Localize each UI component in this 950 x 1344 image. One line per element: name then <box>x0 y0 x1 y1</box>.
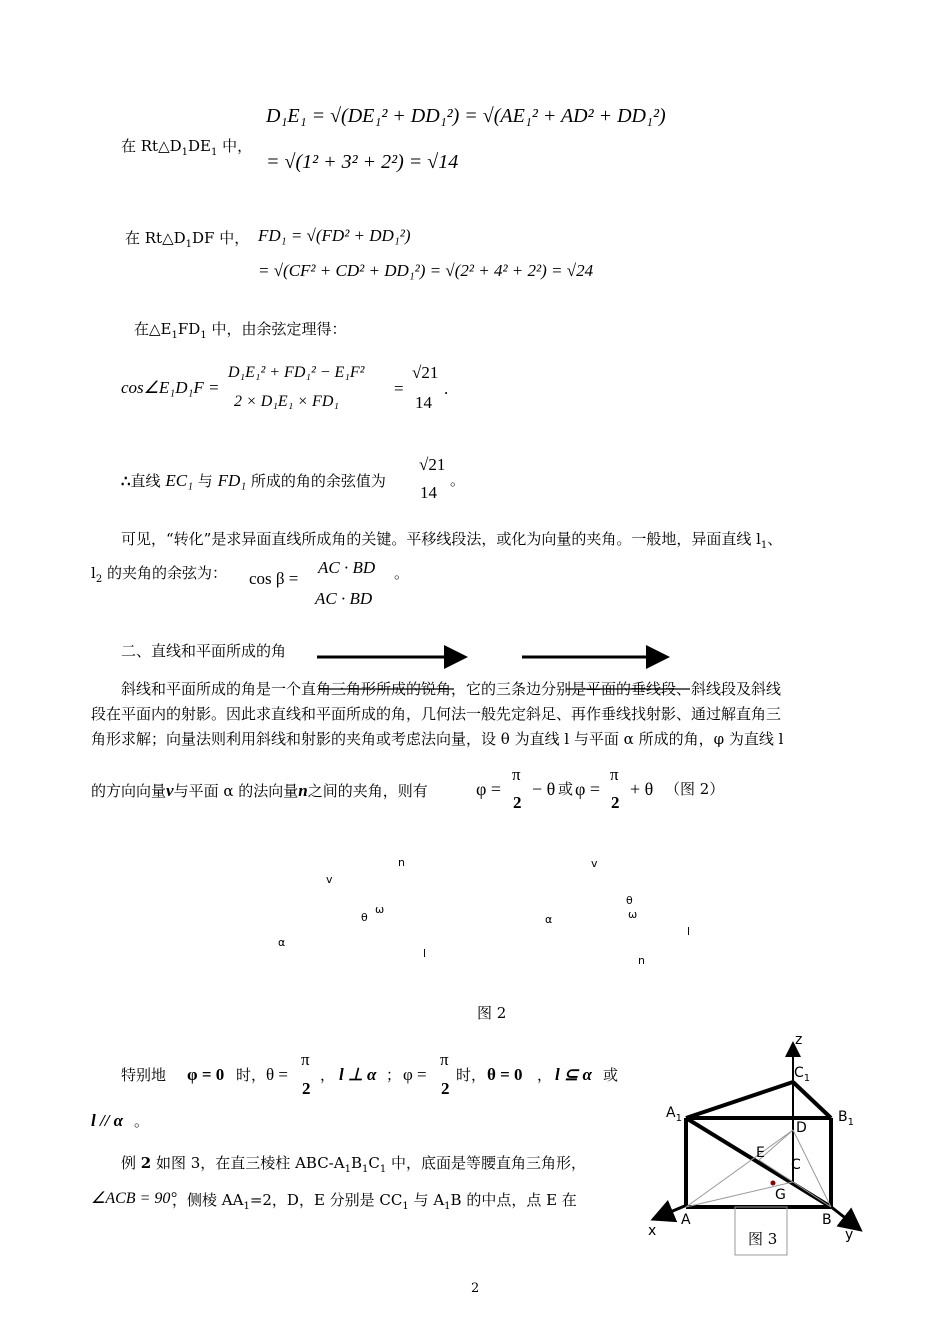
cosine-lhs: cos∠E₁D₁F = <box>121 378 220 397</box>
section2-heading: 二、直线和平面所成的角 <box>121 642 287 660</box>
vector-v: v <box>166 781 174 800</box>
y-axis <box>830 1206 858 1228</box>
cosine-period: . <box>444 379 449 398</box>
fig2-caption: 图 2 <box>477 1004 507 1022</box>
special-end: 。 <box>134 1112 150 1130</box>
fig2-label-v-left: v <box>326 873 333 886</box>
fig3-label-c: C <box>791 1157 801 1173</box>
cosine-numerator: D₁E₁² + FD₁² − E₁F² <box>228 364 365 381</box>
example-line1: 例 2 如图 3，在直三棱柱 ABC-$A_1B_1C_1$ 中，底面是等腰直角三角形， <box>121 1154 587 1175</box>
fig3-label-a1: $A_1$ <box>666 1105 682 1124</box>
special-when-1: 时， <box>236 1066 267 1084</box>
phi-eq-2: φ = <box>575 779 601 799</box>
cosine-equals: = <box>394 379 404 398</box>
vector-n: n <box>298 781 308 800</box>
cosine-result-denominator: 14 <box>415 393 432 412</box>
special-when-2: 时， <box>456 1066 487 1084</box>
fig3-label-d: D <box>796 1120 807 1136</box>
para1-line2: $l_2$ 的夹角的余弦为： <box>91 564 227 585</box>
example-line2: ，侧棱 $AA_1=2$，D，E 分别是 $CC_1$ 与 $A_1B$ 的中点，点 E 在 <box>172 1191 577 1212</box>
fig3-label-b: B <box>822 1212 832 1228</box>
fig3-label-e: E <box>756 1145 765 1161</box>
fig2-label-v-right: v <box>591 857 598 870</box>
special-parallel: l // α <box>91 1111 124 1130</box>
special-pi-1: π <box>301 1050 310 1069</box>
fig2-label-n-right: n <box>638 954 645 967</box>
example-angle: ∠ACB = 90° <box>91 1190 177 1207</box>
cosine-denominator: 2 × D₁E₁ × FD₁ <box>234 393 339 410</box>
para2-line2: 段在平面内的射影。因此求直线和平面所成的角，几何法一般先定斜足、再作垂线找射影、通过解直角三 <box>91 705 782 723</box>
special-phi-eq: φ = <box>403 1065 427 1084</box>
fig2-label-l-left: l <box>423 947 427 960</box>
phi-eq-1: φ = <box>476 779 502 799</box>
edge-a1-c1 <box>686 1082 793 1118</box>
conclusion-numerator: √21 <box>419 455 446 474</box>
rt2-label: 在 $Rt\triangle D_1DF$ 中， <box>125 229 250 250</box>
minus-theta: − θ <box>532 779 556 799</box>
special-subset: l ⊆ α <box>555 1065 592 1084</box>
cos-beta: cos β = <box>249 569 299 588</box>
fig2-label-n-left: n <box>398 856 405 869</box>
fig2-label-alpha-left: α <box>278 936 286 949</box>
two-2: 2 <box>611 793 620 812</box>
fig3-label-g: G <box>775 1187 786 1203</box>
cos-beta-numerator: AC · BD <box>318 558 376 577</box>
plus-theta: + θ <box>630 779 654 799</box>
special-two-1: 2 <box>302 1079 311 1098</box>
cos-beta-end: 。 <box>394 564 410 582</box>
fig2-label-omega-left: ω <box>375 903 385 916</box>
conclusion-denominator: 14 <box>420 483 437 502</box>
special-comma-1: ， <box>320 1066 336 1084</box>
fig3-label-c1: $C_1$ <box>794 1065 811 1084</box>
rt1-formula-line2: = √(1² + 3² + 2²) = √14 <box>266 151 459 173</box>
fig2-label-l-right: l <box>687 925 691 938</box>
rt2-formula-line1: FD₁ = √(FD² + DD₁²) <box>258 226 411 245</box>
para2-line1: 斜线和平面所成的角是一个直角三角形所成的锐角，它的三条边分别是平面的垂线段、斜线段及斜线 <box>121 680 782 698</box>
conclusion-line: ∴直线 EC₁ 与 FD₁ 所成的角的余弦值为 <box>121 471 386 490</box>
pi-1: π <box>512 765 521 784</box>
rt1-label: 在 $Rt\triangle D_1DE_1$ 中， <box>121 137 253 158</box>
fig3-caption: 图 3 <box>748 1230 778 1248</box>
special-semicolon: ； <box>386 1066 402 1084</box>
special-theta-zero: θ = 0 <box>487 1065 523 1084</box>
special-comma-2: ， <box>537 1066 553 1084</box>
fig3-label-b1: $B_1$ <box>838 1109 854 1128</box>
para2-line4: 的方向向量v与平面 α 的法向量n之间的夹角，则有 <box>91 781 428 800</box>
point-g <box>771 1181 776 1186</box>
page-number: 2 <box>471 1281 480 1296</box>
special-two-2: 2 <box>441 1079 450 1098</box>
pi-2: π <box>610 765 619 784</box>
special-phi-zero: φ = 0 <box>187 1065 225 1084</box>
rt2-formula-line2: = √(CF² + CD² + DD₁²) = √(2² + 4² + 2²) = √24 <box>258 261 594 280</box>
fig2-label-omega-right: ω <box>628 908 638 921</box>
fig3-label-x: x <box>648 1223 657 1239</box>
line-e-c <box>759 1160 793 1182</box>
special-theta-eq: θ = <box>266 1065 288 1084</box>
fig3-label-y: y <box>845 1227 854 1243</box>
fig3-label-a: A <box>681 1212 691 1228</box>
or-label: 或 <box>558 780 574 798</box>
para2-line3: 角形求解；向量法则利用斜线和射影的夹角或考虑法向量，设 θ 为直线 l 与平面 α 所成的角，φ 为直线 l <box>91 730 784 748</box>
special-pi-2: π <box>440 1050 449 1069</box>
special-or: 或 <box>603 1066 619 1084</box>
rt1-formula-line1: D₁E₁ = √(DE₁² + DD₁²) = √(AE₁² + AD² + DD₁²) <box>266 105 666 127</box>
fig2-label-theta-left: θ <box>361 911 368 924</box>
fig2-label-theta-right: θ <box>626 894 633 907</box>
two-1: 2 <box>513 793 522 812</box>
special-intro: 特别地 <box>121 1066 167 1084</box>
fig3-label-z: z <box>795 1032 803 1048</box>
fig2-label-alpha-right: α <box>545 913 553 926</box>
special-perp: l ⊥ α <box>339 1065 377 1084</box>
cos-beta-denominator: AC · BD <box>315 589 373 608</box>
para1-line1: 可见，“转化”是求异面直线所成角的关键。平移线段法，或化为向量的夹角。一般地，异面直线 $l_1$、 <box>121 530 783 551</box>
edge-c1-b1 <box>793 1082 831 1118</box>
cosine-result-numerator: √21 <box>412 363 439 382</box>
conclusion-end: 。 <box>450 471 466 489</box>
figure2-ref: （图 2） <box>665 780 725 798</box>
cosine-law-intro: 在$\triangle E_1FD_1$ 中，由余弦定理得： <box>134 320 347 341</box>
